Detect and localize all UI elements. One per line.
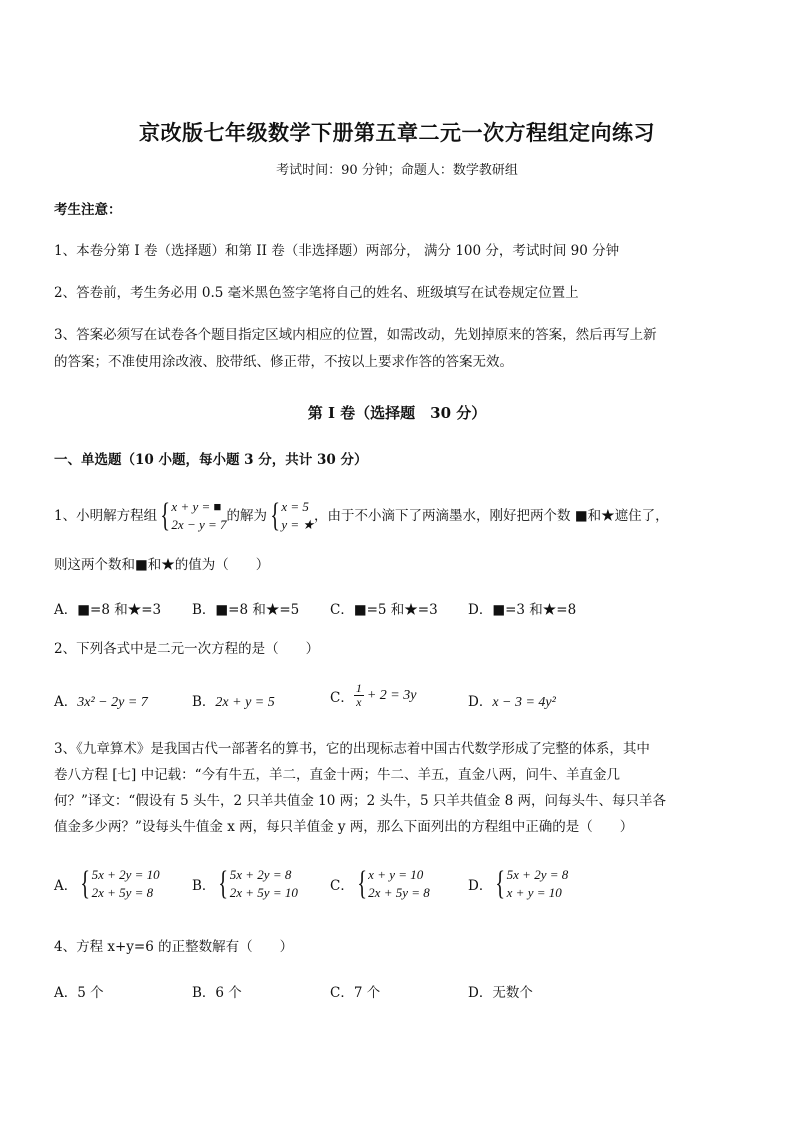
q2-b-expr: 2x + y = 5 xyxy=(215,695,275,710)
q2-c-expr: + 2 = 3y xyxy=(366,687,417,703)
q1-sys1-row2: 2x − y = 7 xyxy=(171,517,227,532)
q3-label-d: D． xyxy=(468,878,493,894)
q2-option-c xyxy=(330,682,416,709)
q3-a-row1: 5x + 2y = 10 xyxy=(91,867,160,882)
q3-line-2: 卷八方程 [七] 中记载：“今有牛五，羊二，直金十两；牛二、羊五，直金八两，问牛、羊直金几 xyxy=(54,767,621,783)
notice-item-3-cont: 的答案；不准使用涂改液、胶带纸、修正带，不按以上要求作答的答案无效。 xyxy=(54,354,513,370)
q3-line-3: 何？”译文：“假设有 5 头牛，2 只羊共值金 10 两；2 头牛，5 只羊共值金 8 两，问每头牛、每只羊各 xyxy=(54,793,667,809)
q4-stem: 4、方程 x+y=6 的正整数解有（ ） xyxy=(54,939,294,955)
page-title: 京改版七年级数学下册第五章二元一次方程组定向练习 xyxy=(139,120,655,145)
notice-heading: 考生注意： xyxy=(54,202,122,218)
q1-sys1-row1: x + y = ■ xyxy=(171,499,222,514)
q2-a-expr: 3x² − 2y = 7 xyxy=(77,695,148,710)
q2-label-a: A． xyxy=(54,694,78,710)
q3-c-system xyxy=(354,866,430,902)
q2-option-b xyxy=(192,690,275,711)
q1-option-d: D．■=3 和★=8 xyxy=(468,602,577,618)
q4-option-d: D．无数个 xyxy=(468,985,533,1001)
q1-option-c: C．■=5 和★=3 xyxy=(330,602,438,618)
q4-option-a: A．5 个 xyxy=(54,985,104,1001)
q1-suffix: ，由于不小滴下了两滴墨水，刚好把两个数 ■和★遮住了， xyxy=(314,508,669,524)
q3-label-b: B． xyxy=(192,878,216,894)
q3-option-d xyxy=(468,866,568,902)
q2-c-fraction xyxy=(354,682,364,709)
q3-a-row2: 2x + 5y = 8 xyxy=(91,885,154,900)
notice-item-3: 3、答案必须写在试卷各个题目指定区域内相应的位置，如需改动，先划掉原来的答案，然后再写上新 xyxy=(54,327,657,343)
q3-b-row2: 2x + 5y = 10 xyxy=(229,885,298,900)
q4-option-b: B．6 个 xyxy=(192,985,242,1001)
q2-c-numerator: 1 xyxy=(355,681,362,695)
section-heading: 一、单选题（10 小题，每小题 3 分，共计 30 分） xyxy=(54,452,368,468)
brace-icon: { xyxy=(357,865,367,902)
q3-option-a xyxy=(54,866,160,902)
q1-mid: 的解为 xyxy=(226,508,268,524)
q2-option-d xyxy=(468,690,556,711)
q1-line2: 则这两个数和■和★的值为（ ） xyxy=(54,557,270,573)
q3-c-row2: 2x + 5y = 8 xyxy=(368,885,430,900)
q3-label-a: A． xyxy=(54,878,78,894)
q2-stem: 2、下列各式中是二元一次方程的是（ ） xyxy=(54,641,320,657)
q2-label-c: C． xyxy=(330,689,354,706)
q2-d-expr: x − 3 = 4y² xyxy=(492,695,556,710)
q1-option-a: A．■=8 和★=3 xyxy=(54,602,162,618)
q1-sys2-row2: y = ★ xyxy=(281,517,315,532)
q2-label-d: D． xyxy=(468,694,493,710)
q3-c-row1: x + y = 10 xyxy=(368,867,424,882)
q3-line-4: 值金多少两？”设每头牛值金 x 两，每只羊值金 y 两，那么下面列出的方程组中正确的是（ ） xyxy=(54,819,634,835)
brace-icon: { xyxy=(160,497,171,534)
q3-option-b xyxy=(192,866,298,902)
brace-icon: { xyxy=(218,865,229,902)
notice-item-2: 2、答卷前，考生务必用 0.5 毫米黑色签字笔将自己的姓名、班级填写在试卷规定位置上 xyxy=(54,285,579,301)
q3-d-system xyxy=(492,866,568,902)
part-title: 第 I 卷（选择题 30 分） xyxy=(307,404,487,422)
q1-system-2 xyxy=(267,498,314,534)
notice-item-1: 1、本卷分第 I 卷（选择题）和第 II 卷（非选择题）两部分， 满分 100 分，考试时间 90 分钟 xyxy=(54,243,620,259)
brace-icon: { xyxy=(270,497,281,534)
q1-sys2-row1: x = 5 xyxy=(281,499,309,514)
q3-label-c: C． xyxy=(330,878,354,894)
q2-option-a xyxy=(54,690,148,711)
q1-option-b: B．■=8 和★=5 xyxy=(192,602,300,618)
q3-a-system xyxy=(77,866,159,902)
q3-line-1: 3、《九章算术》是我国古代一部著名的算书，它的出现标志着中国古代数学形成了完整的体系，其中 xyxy=(54,741,650,757)
q3-d-row1: 5x + 2y = 8 xyxy=(506,867,569,882)
q1-system-1 xyxy=(157,498,226,534)
q4-option-c: C．7 个 xyxy=(330,985,381,1001)
question-1 xyxy=(54,498,669,534)
q2-label-b: B． xyxy=(192,694,216,710)
q1-prefix: 1、小明解方程组 xyxy=(54,508,158,524)
q3-b-system xyxy=(215,866,297,902)
q3-option-c xyxy=(330,866,430,902)
q3-d-row2: x + y = 10 xyxy=(506,885,562,900)
brace-icon: { xyxy=(80,865,91,902)
q2-c-denominator: x xyxy=(356,695,362,709)
exam-info: 考试时间：90 分钟；命题人：数学教研组 xyxy=(276,163,518,178)
q3-b-row1: 5x + 2y = 8 xyxy=(229,867,292,882)
brace-icon: { xyxy=(495,865,506,902)
